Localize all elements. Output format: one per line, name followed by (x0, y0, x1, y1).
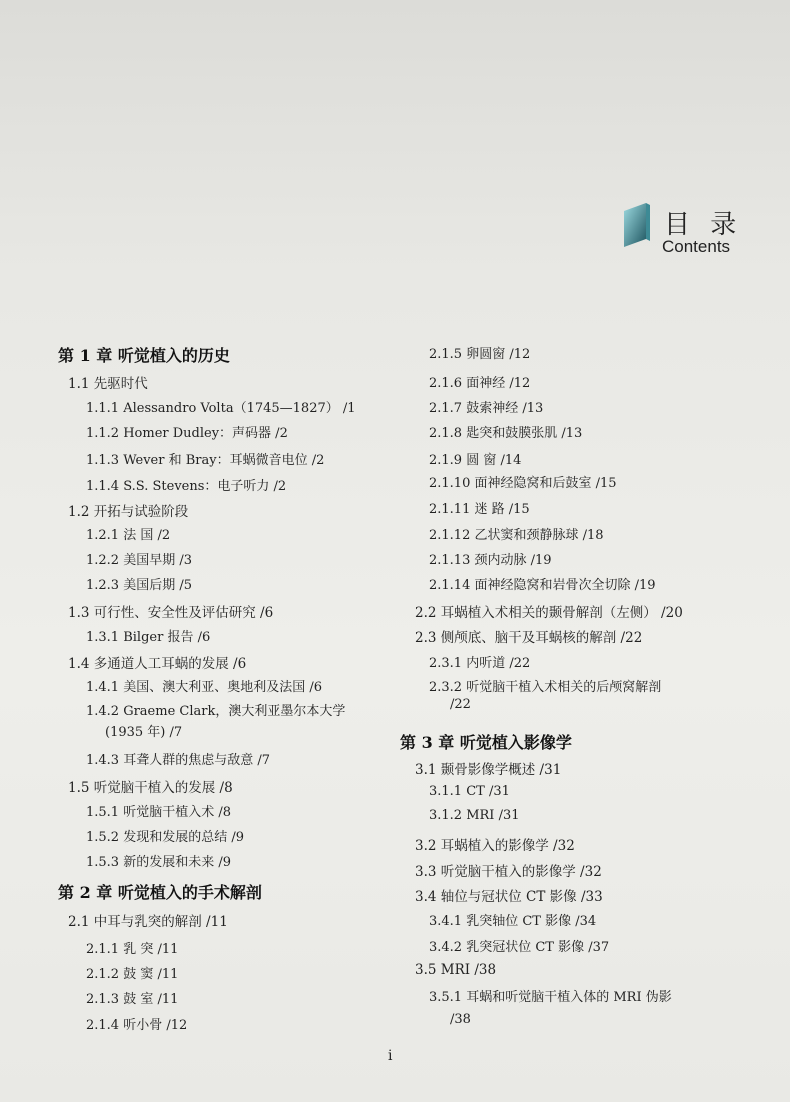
toc-subsection-entry: 3.1.1 CT /31 (429, 784, 510, 799)
toc-subsection-entry: 2.1.9 圆 窗 /14 (429, 453, 522, 468)
toc-subsection-entry: 2.3.2 听觉脑干植入术相关的后颅窝解剖 (429, 680, 662, 695)
toc-subsection-entry: 3.4.1 乳突轴位 CT 影像 /34 (429, 914, 597, 929)
toc-subsection-entry: 1.2.3 美国后期 /5 (86, 578, 192, 593)
chapter-heading: 第 1 章 听觉植入的历史 (58, 346, 230, 365)
toc-subsection-entry: 2.3.1 内听道 /22 (429, 656, 531, 671)
toc-subsection-entry: 2.1.8 匙突和鼓膜张肌 /13 (429, 426, 583, 441)
toc-section-entry: 2.3 侧颅底、脑干及耳蜗核的解剖 /22 (415, 630, 643, 646)
toc-subsection-entry: (1935 年) /7 (105, 725, 183, 740)
toc-subsection-entry: 1.1.1 Alessandro Volta（1745—1827） /1 (86, 401, 356, 416)
toc-subsection-entry: 2.1.3 鼓 室 /11 (86, 992, 179, 1007)
page-title: 目 录 (664, 210, 743, 240)
toc-subsection-entry: 2.1.14 面神经隐窝和岩骨次全切除 /19 (429, 578, 656, 593)
toc-subsection-entry: 1.1.3 Wever 和 Bray：耳蜗微音电位 /2 (86, 453, 325, 468)
toc-subsection-entry: 1.3.1 Bilger 报告 /6 (86, 630, 211, 645)
toc-section-entry: 3.4 轴位与冠状位 CT 影像 /33 (415, 889, 603, 905)
toc-section-entry: 1.1 先驱时代 (68, 376, 148, 392)
toc-subsection-entry: 1.1.2 Homer Dudley：声码器 /2 (86, 426, 288, 441)
toc-section-entry: 3.5 MRI /38 (415, 962, 497, 978)
toc-subsection-entry: /22 (450, 697, 471, 712)
toc-subsection-entry: 1.2.1 法 国 /2 (86, 528, 171, 543)
toc-subsection-entry: 3.1.2 MRI /31 (429, 808, 520, 823)
toc-section-entry: 1.3 可行性、安全性及评估研究 /6 (68, 605, 274, 621)
toc-section-entry: 3.1 颞骨影像学概述 /31 (415, 762, 562, 778)
toc-subsection-entry: 2.1.12 乙状窦和颈静脉球 /18 (429, 528, 604, 543)
toc-subsection-entry: 1.4.1 美国、澳大利亚、奥地利及法国 /6 (86, 680, 322, 695)
toc-section-entry: 1.5 听觉脑干植入的发展 /8 (68, 780, 233, 796)
chapter-heading: 第 3 章 听觉植入影像学 (400, 733, 572, 752)
toc-subsection-entry: 2.1.13 颈内动脉 /19 (429, 553, 552, 568)
toc-subsection-entry: 2.1.4 听小骨 /12 (86, 1018, 188, 1033)
contents-badge-icon (622, 203, 652, 247)
toc-subsection-entry: 2.1.11 迷 路 /15 (429, 502, 530, 517)
toc-section-entry: 3.3 听觉脑干植入的影像学 /32 (415, 864, 602, 880)
toc-subsection-entry: 3.4.2 乳突冠状位 CT 影像 /37 (429, 940, 610, 955)
toc-subsection-entry: 1.5.3 新的发展和未来 /9 (86, 855, 231, 870)
toc-subsection-entry: 1.5.1 听觉脑干植入术 /8 (86, 805, 231, 820)
toc-subsection-entry: 1.1.4 S.S. Stevens：电子听力 /2 (86, 479, 287, 494)
toc-subsection-entry: 3.5.1 耳蜗和听觉脑干植入体的 MRI 伪影 (429, 990, 672, 1005)
toc-subsection-entry: 2.1.1 乳 突 /11 (86, 942, 179, 957)
toc-subsection-entry: 1.5.2 发现和发展的总结 /9 (86, 830, 244, 845)
toc-section-entry: 3.2 耳蜗植入的影像学 /32 (415, 838, 575, 854)
toc-section-entry: 1.2 开拓与试验阶段 (68, 504, 189, 520)
toc-section-entry: 2.2 耳蜗植入术相关的颞骨解剖（左侧） /20 (415, 605, 683, 621)
chapter-heading: 第 2 章 听觉植入的手术解剖 (58, 883, 262, 902)
page-number: i (388, 1048, 393, 1064)
toc-subsection-entry: 2.1.5 卵圆窗 /12 (429, 347, 531, 362)
page-subtitle: Contents (662, 237, 731, 256)
toc-section-entry: 2.1 中耳与乳突的解剖 /11 (68, 914, 228, 930)
toc-subsection-entry: 2.1.2 鼓 窦 /11 (86, 967, 179, 982)
toc-subsection-entry: 1.2.2 美国早期 /3 (86, 553, 192, 568)
toc-subsection-entry: 2.1.6 面神经 /12 (429, 376, 531, 391)
toc-section-entry: 1.4 多通道人工耳蜗的发展 /6 (68, 656, 247, 672)
toc-subsection-entry: 2.1.10 面神经隐窝和后鼓室 /15 (429, 476, 617, 491)
toc-subsection-entry: 1.4.3 耳聋人群的焦虑与敌意 /7 (86, 753, 270, 768)
toc-subsection-entry: 1.4.2 Graeme Clark，澳大利亚墨尔本大学 (86, 704, 346, 719)
toc-subsection-entry: 2.1.7 鼓索神经 /13 (429, 401, 544, 416)
toc-subsection-entry: /38 (450, 1012, 471, 1027)
